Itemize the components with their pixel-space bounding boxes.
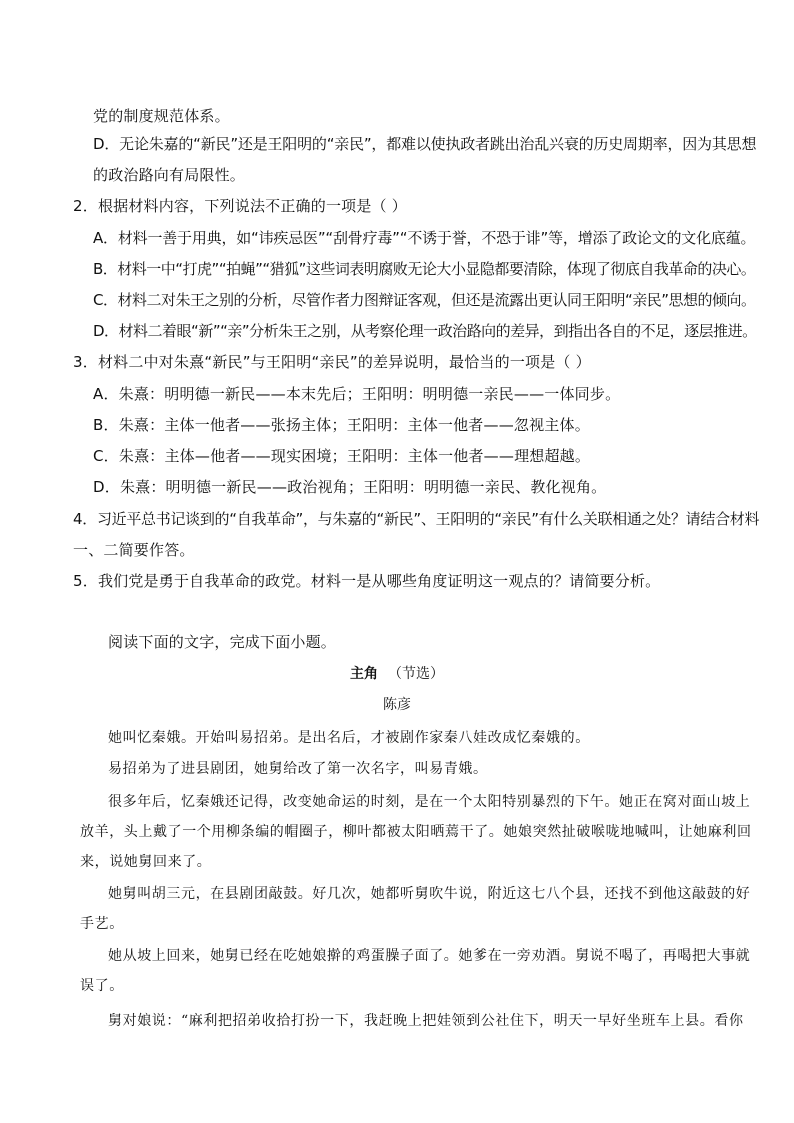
q3-option-b: B．朱熹：主体一他者——张扬主体；王阳明：主体一他者——忽视主体。 — [93, 416, 590, 434]
reading-intro: 阅读下面的文字，完成下面小题。 — [108, 633, 337, 651]
q3-option-d: D．朱熹：明明德一新民——政治视角；王阳明：明明德一亲民、教化视角。 — [93, 478, 607, 496]
paragraph-2: 易招弟为了进县剧团，她舅给改了第一次名字，叫易青娥。 — [108, 761, 488, 777]
q2-option-a: A．材料一善于用典，如“讳疾忌医”“刮骨疗毒”“不诱于誉，不恐于诽”等，增添了政论文的文化底蕴。 — [93, 229, 756, 247]
paragraph-6-line1: 舅对娘说：“麻利把招弟收拾打扮一下，我赶晚上把娃领到公社住下，明天一早好坐班车上县。看你 — [108, 1013, 744, 1029]
q1-continuation: 党的制度规范体系。 — [93, 107, 230, 125]
q3-option-c: C．朱熹：主体—他者——现实困境；王阳明：主体一他者——理想超越。 — [93, 447, 591, 465]
paragraph-1: 她叫忆秦娥。开始叫易招弟。是出名后，才被剧作家秦八娃改成忆秦娥的。 — [108, 730, 590, 746]
passage-author: 陈彦 — [383, 697, 411, 713]
paragraph-5-line2: 误了。 — [80, 978, 124, 994]
q1-option-d-line1: D．无论朱嘉的“新民”还是王阳明的“亲民”，都难以使执政者跳出治乱兴衰的历史周期率，因为其思想 — [93, 135, 757, 153]
q4-line1: 4．习近平总书记谈到的“自我革命”，与朱嘉的“新民”、王阳明的“亲民”有什么关联相通之处？请结合材料 — [73, 510, 760, 528]
paragraph-3-line1: 很多年后，忆秦娥还记得，改变她命运的时刻，是在一个太阳特别暴烈的下午。她正在窝对面山坡上 — [108, 794, 751, 810]
q5: 5．我们党是勇于自我革命的政党。材料一是从哪些角度证明这一观点的？请简要分析。 — [73, 572, 661, 590]
paragraph-5-line1: 她从坡上回来，她舅已经在吃她娘擀的鸡蛋臊子面了。她爹在一旁劝酒。舅说不喝了，再喝把大事就 — [108, 948, 751, 964]
q1-option-d-line2: 的政治路向有局限性。 — [93, 166, 246, 184]
q2-option-d: D．材料二着眼“新”“亲”分析朱王之别，从考察伦理一政治路向的差异，到指出各自的不足，逐层推进。 — [93, 322, 757, 340]
q2-option-c: C．材料二对朱王之别的分析，尽管作者力图辩证客观，但还是流露出更认同王阳明“亲民”思想的倾向。 — [93, 291, 756, 309]
q3-option-a: A．朱熹：明明德一新民——本末先后；王阳明：明明德一亲民——一体同步。 — [93, 385, 621, 403]
q2-stem: 2．根据材料内容，下列说法不正确的一项是（ ） — [73, 197, 407, 215]
paragraph-4-line2: 手艺。 — [80, 916, 124, 932]
passage-title-note: （节选） — [388, 666, 444, 682]
paragraph-4-line1: 她舅叫胡三元，在县剧团敲鼓。好几次，她都听舅吹牛说，附近这七八个县，还找不到他这敲鼓的好 — [108, 886, 751, 902]
q3-stem: 3．材料二中对朱熹“新民”与王阳明“亲民”的差异说明，最恰当的一项是（ ） — [73, 353, 591, 371]
q4-line2: 一、二简要作答。 — [73, 541, 195, 559]
passage-title-text: 主角 — [350, 666, 378, 682]
paragraph-3-line3: 来，说她舅回来了。 — [80, 854, 212, 870]
q2-option-b: B．材料一中“打虎”“拍蝇”“猎狐”这些词表明腐败无论大小显隐都要清除，体现了彻底自我革命的决心。 — [93, 260, 756, 278]
paragraph-3-line2: 放羊，头上戴了一个用柳条编的帽圈子，柳叶都被太阳晒蔫干了。她娘突然扯破喉咙地喊叫，让她麻利回 — [80, 824, 752, 840]
passage-title — [0, 665, 794, 683]
